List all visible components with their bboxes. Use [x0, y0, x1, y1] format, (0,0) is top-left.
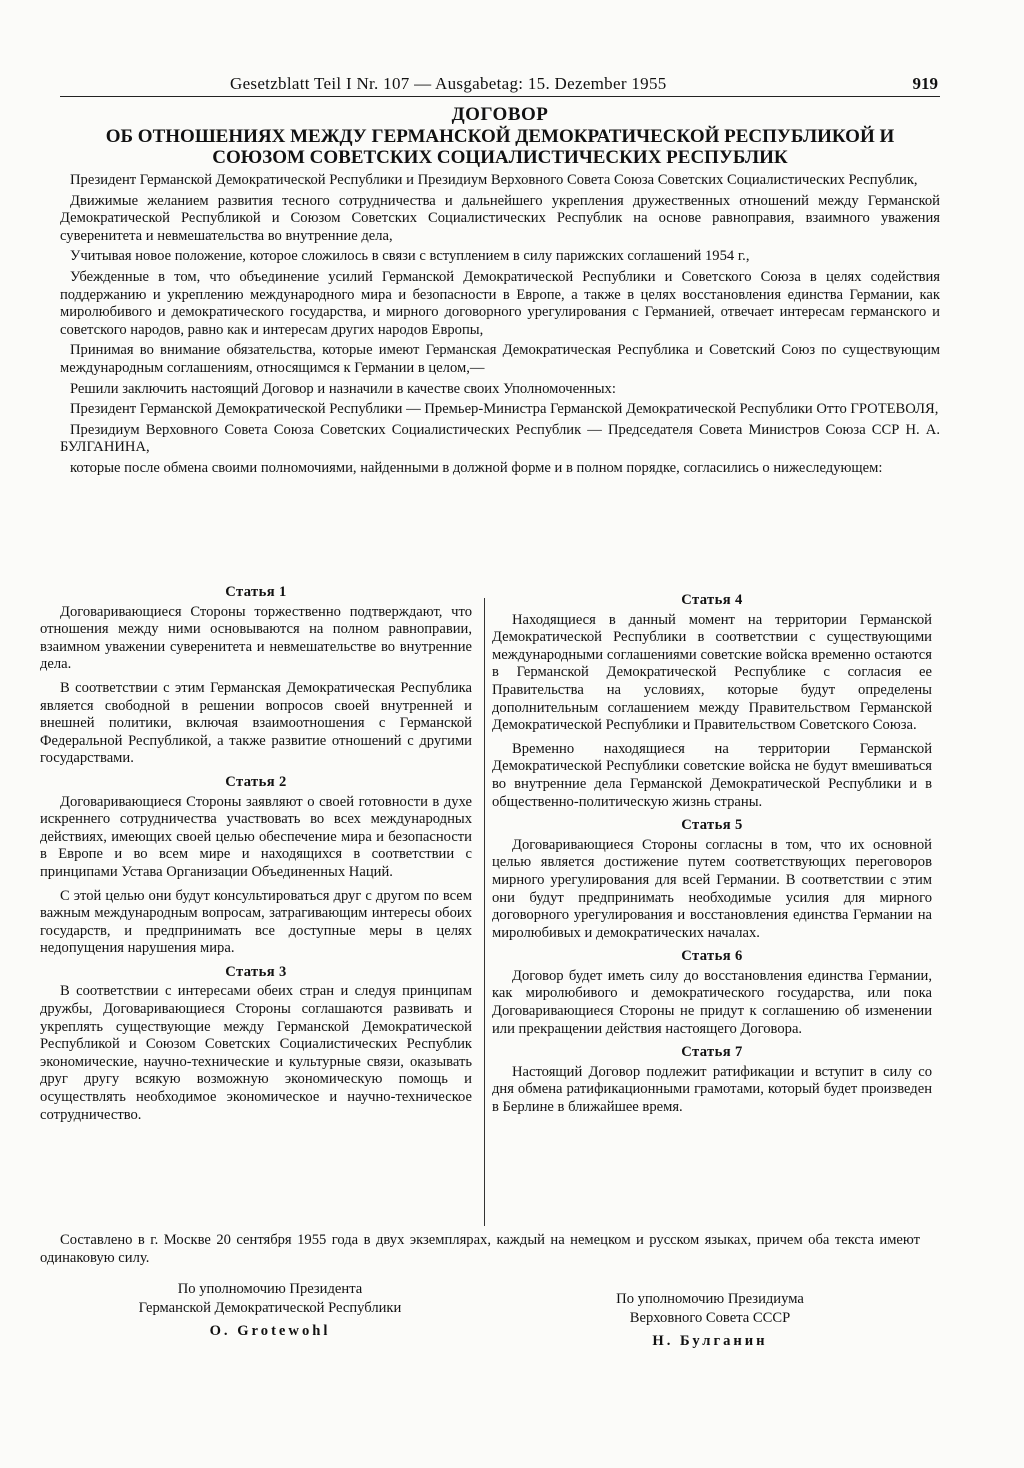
closing-statement: Составлено в г. Москве 20 сентября 1955 года в двух экземплярах, каждый на немецком и русском языках, причем оба текста имеют одинаковую силу. — [40, 1232, 920, 1266]
preamble-paragraph: Убежденные в том, что объединение усилий Германской Демократической Республики и Советского Союза в целях содействия поддержанию и укреплению международного мира и безопасности в Европе, а также в целях восстановления единства Германии, как миролюбивого и демократического государства, и мирного договорного урегулирования с Германией, отвечает интересам германского и советского народов, равно как и интересам других народов Европы, — [60, 268, 940, 338]
article-2-heading: Статья 2 — [225, 773, 287, 790]
article-6-heading: Статья 6 — [681, 948, 743, 965]
article-3-paragraph: В соответствии с интересами обеих стран и следуя принципам дружбы, Договаривающиеся Стороны соглашаются развивать и укреплять существующие между Германской Демократической Республикой и Союзом Советских Социалистических Республик экономические, научно-технические и культурные связи, оказывать друг другу всякую возможную экономическую помощь и осуществлять необходимое экономическое и научно-техническое сотрудничество. — [40, 983, 472, 1123]
preamble-paragraph: Движимые желанием развития тесного сотрудничества и дальнейшего укрепления дружественных отношений между Германской Демократической Республикой и Союзом Советских Социалистических Республик на основе равноправия, взаимного уважения суверенитета и невмешательства во внутренние дела, — [60, 192, 940, 244]
signature-authority-line1: По уполномочию Президента — [177, 1281, 363, 1297]
preamble — [60, 172, 940, 481]
article-4-heading: Статья 4 — [681, 592, 743, 608]
right-column — [492, 590, 932, 1123]
page-header — [60, 72, 940, 97]
column-divider — [484, 598, 485, 1226]
preamble-paragraph: Решили заключить настоящий Договор и назначили в качестве своих Уполномоченных: — [70, 380, 616, 397]
signatory-name: O. Grotewohl — [209, 1323, 331, 1339]
treaty-title-line1: ДОГОВОР — [451, 104, 549, 125]
article-1-heading: Статья 1 — [225, 584, 287, 600]
article-2-paragraph: Договаривающиеся Стороны заявляют о своей готовности в духе искреннего сотрудничества участвовать во всех международных действиях, имеющих своей целью обеспечение мира и безопасности в Европе и во всем мире и находящихся в соответствии с принципами Устава Организации Объединенных Наций. — [40, 793, 472, 880]
preamble-paragraph: Президент Германской Демократической Республики — Премьер-Министра Германской Демократической Республики Отто ГРОТЕВОЛЯ, — [70, 401, 939, 418]
signature-block-ussr — [560, 1290, 860, 1351]
article-2-paragraph: С этой целью они будут консультироваться друг с другом по всем важным международным вопросам, затрагивающим интересы обоих государств, и предпринимать все доступные меры в целях недопущения нарушения мира. — [40, 887, 472, 957]
treaty-title-line2: ОБ ОТНОШЕНИЯХ МЕЖДУ ГЕРМАНСКОЙ ДЕМОКРАТИЧЕСКОЙ РЕСПУБЛИКОЙ И — [105, 126, 895, 147]
signature-authority-line2: Верховного Совета СССР — [629, 1310, 791, 1326]
page-number: 919 — [912, 74, 938, 93]
treaty-title — [60, 104, 940, 168]
article-1-paragraph: Договаривающиеся Стороны торжественно подтверждают, что отношения между ними основываются на полном равноправии, взаимном уважении суверенитета и невмешательстве во внутренние дела. — [40, 603, 472, 673]
article-3-heading: Статья 3 — [225, 963, 287, 980]
signatory-name: Н. Булганин — [652, 1333, 768, 1349]
article-6-paragraph: Договор будет иметь силу до восстановления единства Германии, как миролюбивого и демократического государства, или пока Договаривающиеся Стороны не придут к соглашению об изменении или прекращении действия настоящего Договора. — [492, 967, 932, 1037]
preamble-paragraph: Президент Германской Демократической Республики и Президиум Верховного Совета Союза Советских Социалистических Республик, — [70, 172, 918, 188]
gazette-title: Gesetzblatt Teil I Nr. 107 — Ausgabetag: 15. Dezember 1955 — [230, 74, 667, 93]
preamble-paragraph: которые после обмена своими полномочиями, найденными в должной форме и в полном порядке, согласились о нижеследующем: — [70, 459, 883, 476]
article-4-paragraph: Временно находящиеся на территории Германской Демократической Республики советские войска не будут вмешиваться во внутренние дела Германской Демократической Республики и в общественно-политическую жизнь страны. — [492, 740, 932, 810]
treaty-title-line3: СОЮЗОМ СОВЕТСКИХ СОЦИАЛИСТИЧЕСКИХ РЕСПУБЛИК — [212, 147, 788, 168]
preamble-paragraph: Учитывая новое положение, которое сложилось в связи с вступлением в силу парижских соглашений 1954 г., — [70, 248, 750, 265]
signature-block-gdr — [90, 1280, 450, 1341]
article-7-heading: Статья 7 — [681, 1044, 743, 1061]
preamble-paragraph: Принимая во внимание обязательства, которые имеют Германская Демократическая Республика и Советский Союз по существующим международным соглашениям, относящимся к Германии в целом,— — [60, 342, 940, 376]
article-1-paragraph: В соответствии с этим Германская Демократическая Республика является свободной в решении вопросов своей внутренней и внешней политики, включая взаимоотношения с Германской Федеральной Республикой, а также развитие отношений с другими государствами. — [40, 679, 472, 767]
article-5-paragraph: Договаривающиеся Стороны согласны в том, что их основной целью является достижение путем соответствующих переговоров мирного урегулирования для всей Германии. В соответствии с этим они будут предпринимать необходимые усилия для мирного договорного урегулирования и восстановления единства Германии на миролюбивых и демократических началах. — [492, 836, 932, 941]
signature-authority-line1: По уполномочию Президиума — [616, 1291, 804, 1307]
article-5-heading: Статья 5 — [681, 817, 743, 834]
preamble-paragraph: Президиум Верховного Совета Союза Советских Социалистических Республик — Председателя Совета Министров Союза ССР Н. А. БУЛГАНИНА, — [60, 421, 940, 456]
left-column — [40, 582, 472, 1130]
article-4-paragraph: Находящиеся в данный момент на территории Германской Демократической Республики в соответствии с существующими международными соглашениями советские войска временно остаются в Германской Демократической Республике с согласия ее Правительства на условиях, которые будут определены дополнительным соглашением между Правительством Германской Демократической Республики и Правительством Советского Союза. — [492, 611, 932, 734]
signature-authority-line2: Германской Демократической Республики — [138, 1300, 402, 1316]
article-7-paragraph: Настоящий Договор подлежит ратификации и вступит в силу со дня обмена ратификационными грамотами, который будет произведен в Берлине в ближайшее время. — [492, 1063, 932, 1116]
